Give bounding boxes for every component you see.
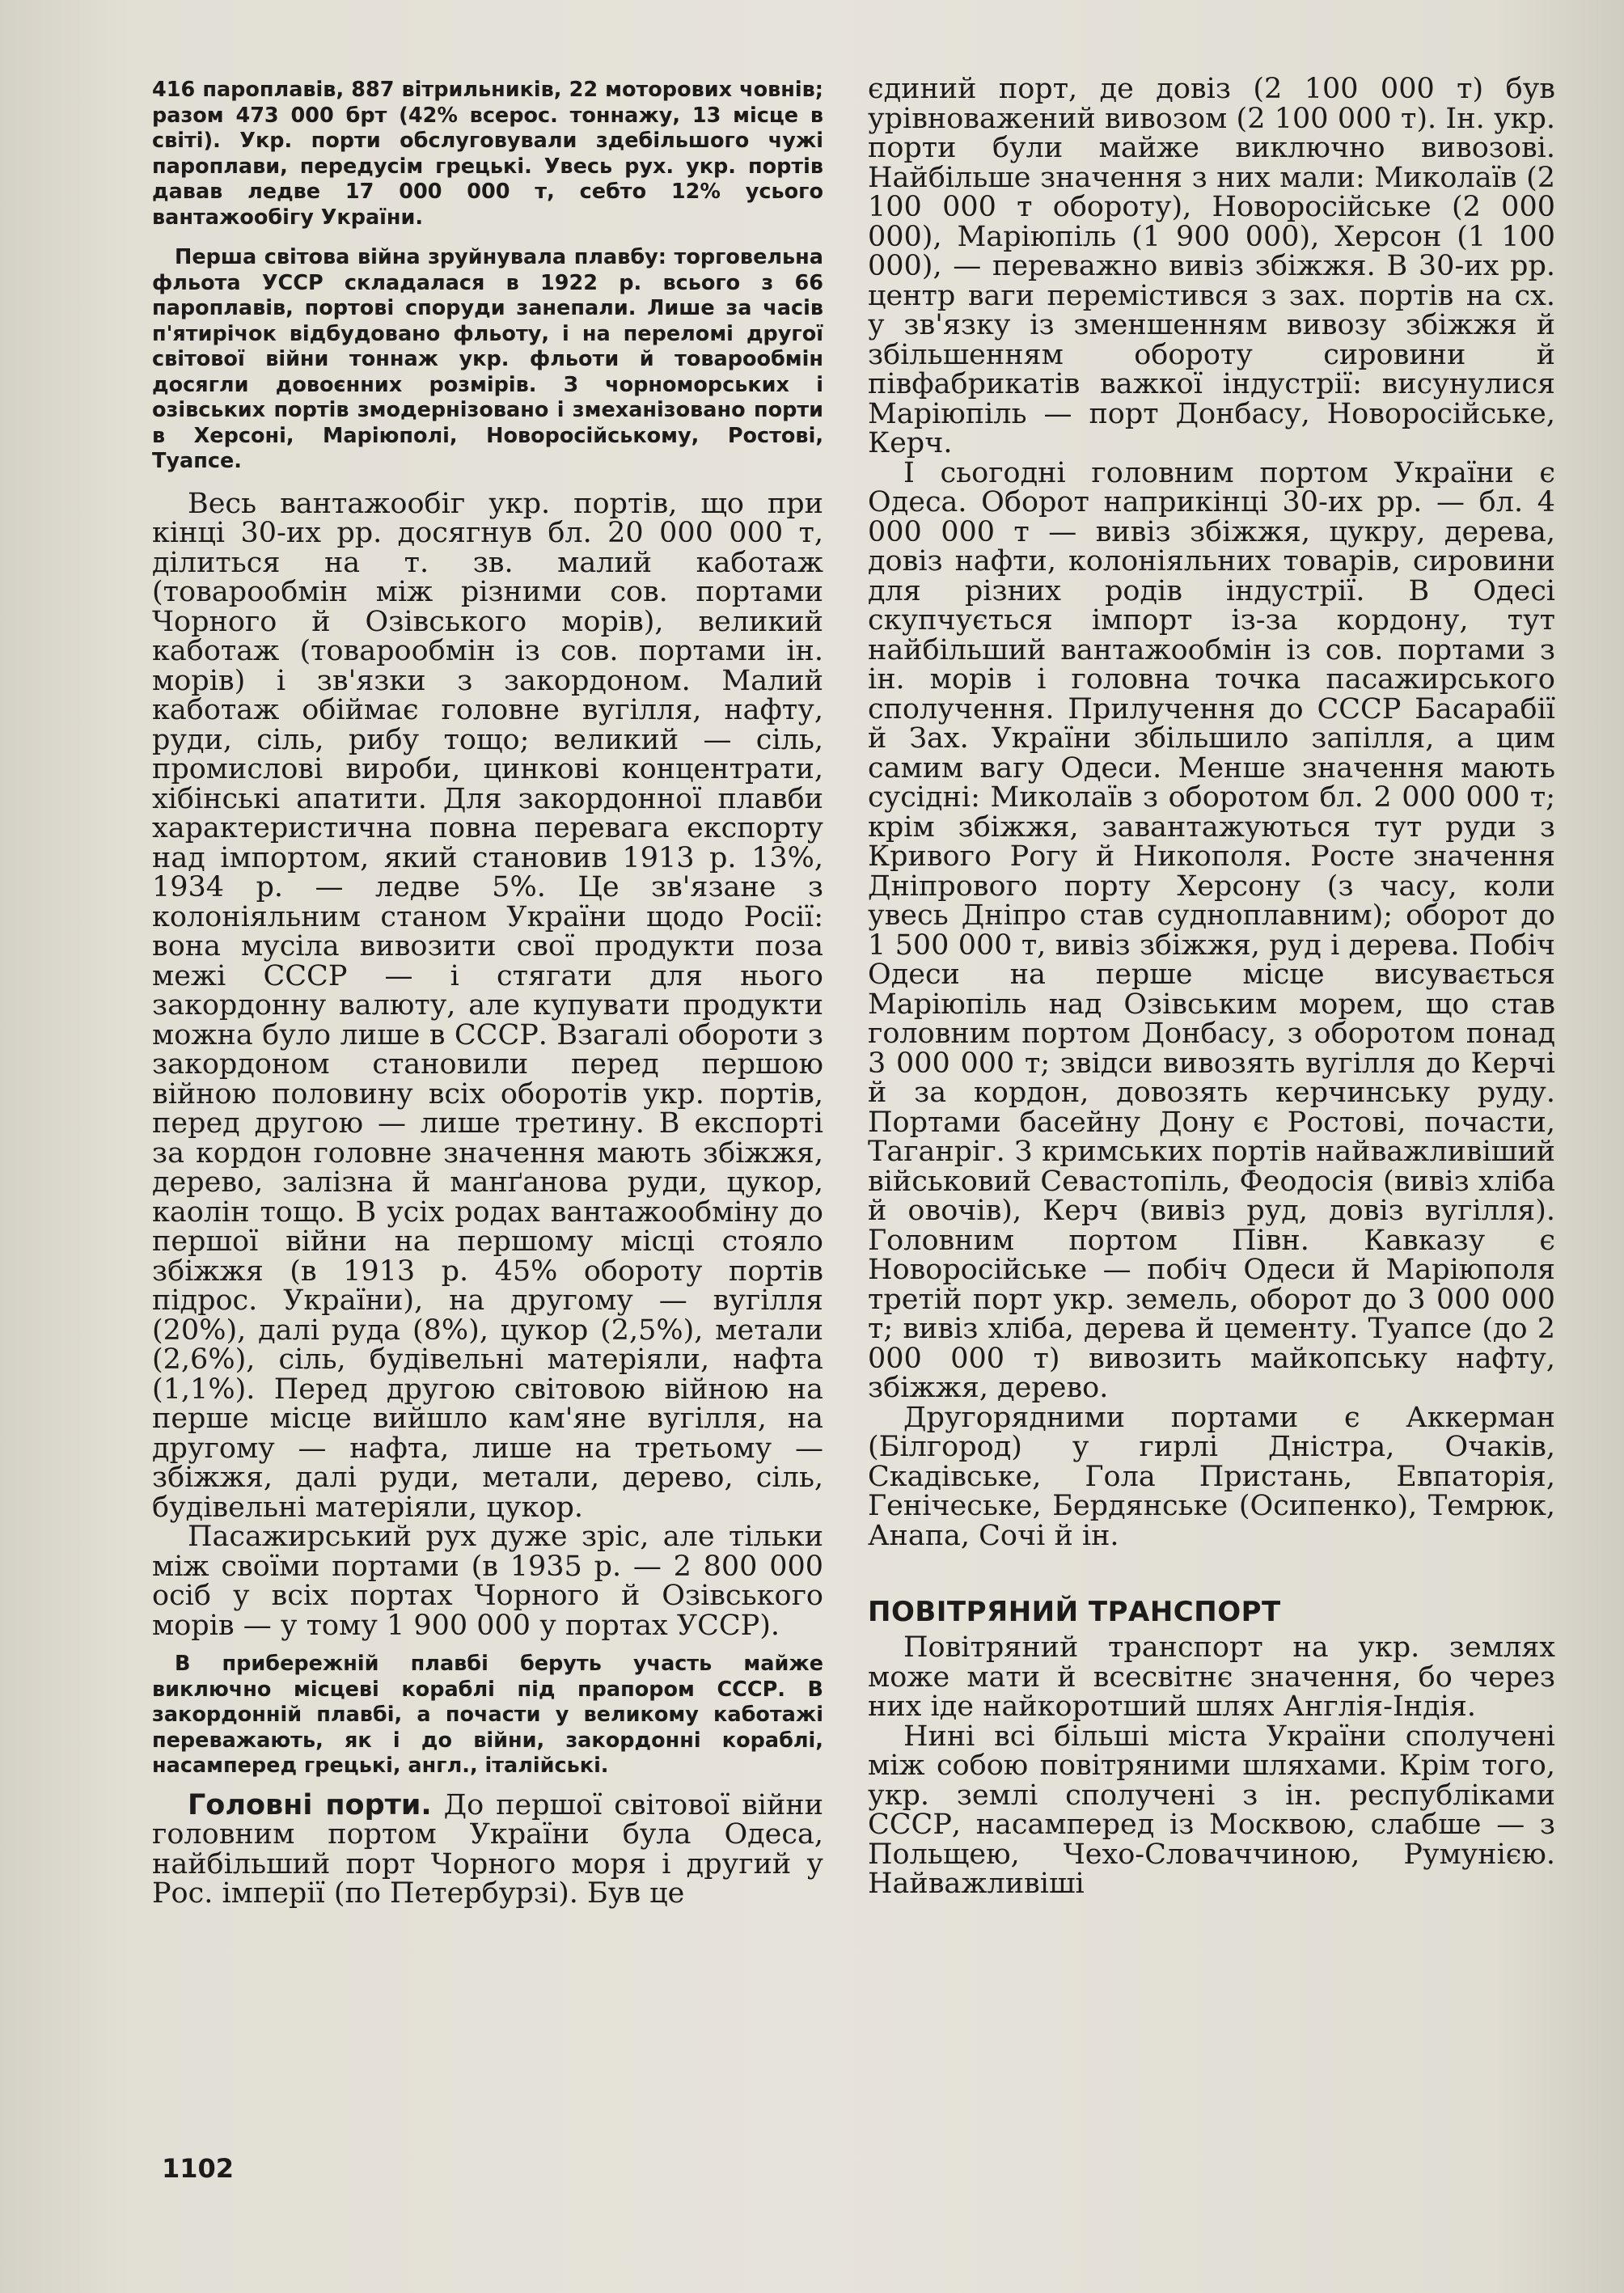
paragraph-odesa-balance: єдиний порт, де довіз (2 100 000 т) був урівноважений вивозом (2 100 000 т). Ін. укр. порти були майже виключно вивозові. Найбільше значення з них мали: Миколаїв (2 100 000 т обороту), Новоросійське (2 000 000), Маріюпіль (1 900 000), Херсон (1 100 000), — переважно вивіз збіжжя. В 30-их рр. центр ваги перемістився з зах. портів на сх. у зв'язку із зменшенням вивозу збіжжя й збільшенням обороту сировини й півфабрикатів важкої індустрії: висунулися Маріюпіль — порт Донбасу, Новоросійське, Керч.: [868, 73, 1555, 459]
paragraph-coastal-shipping: В прибережній плавбі беруть участь майже виключно місцеві кораблі під прапором СССР. В закордонній плавбі, а почасти у великому каботажі переважають, як і до війни, закордонні кораблі, насамперед грецькі, англ., італійські.: [152, 1652, 823, 1778]
paragraph-wwi-fleet: Перша світова війна зруйнувала плавбу: торговельна фльота УССР складалася в 1922 р. всього з 66 пароплавів, портові споруди занепали. Лише за часів п'ятирічок відбудовано фльоту, і на переломі другої світової війни тоннаж укр. фльоти й товарообмін досягли довоєнних розмірів. З чорноморських і озівських портів змодернізовано і змеханізовано порти в Херсоні, Маріюполі, Новоросійському, Ростові, Туапсе.: [152, 245, 823, 473]
main-ports-runin: Головні порти.: [188, 1788, 432, 1821]
paragraph-cargo-turnover: Весь вантажообіг укр. портів, що при кінці 30-их рр. досягнув бл. 20 000 000 т, ділиться на т. зв. малий каботаж (товарообмін між різними сов. портами Чорного й Озівського морів), великий каботаж (товарообмін із сов. портами ін. морів) і зв'язки з закордоном. Малий каботаж обіймає головне вугілля, нафту, руди, сіль, рибу тощо; великий — сіль, промислові вироби, цинкові концентрати, хібінські апатити. Для закордонної плавби характеристична повна перевага експорту над імпортом, який становив 1913 р. 13%, 1934 р. — ледве 5%. Це зв'язане з колоніяльним станом України щодо Росії: вона мусіла вивозити свої продукти поза межі СССР — і стягати для нього закордонну валюту, але купувати продукти можна було лише в СССР. Взагалі обороти з закордоном становили перед першою війною половину всіх оборотів укр. портів, перед другою — лише третину. В експорті за кордон головне значення мають збіжжя, дерево, залізна й манґанова руди, цукор, каолін тощо. В усіх родах вантажообміну до першої війни на першому місці стояло збіжжя (в 1913 р. 45% обороту портів підрос. України), на другому — вугілля (20%), далі руда (8%), цукор (2,5%), метали (2,6%), сіль, будівельні матеріяли, нафта (1,1%). Перед другою світовою війною на перше місце вийшло кам'яне вугілля, на другому — нафта, лише на третьому — збіжжя, далі руди, метали, дерево, сіль, будівельні матеріяли, цукор.: [152, 487, 823, 1524]
paragraph-secondary-ports: Другорядними портами є Аккерман (Білгород) у гирлі Дністра, Очаків, Скадівське, Гола Пристань, Евпаторія, Генічеське, Бердянське (Осипенко), Темрюк, Анапа, Сочі й ін.: [868, 1401, 1555, 1552]
paragraph-air-routes: Нині всі більші міста України сполучені між собою повітряними шляхами. Крім того, укр. землі сполучені з ін. республіками СССР, насамперед із Москвою, слабше — з Польщею, Чехо-Словаччиною, Румунією. Найважливіші: [868, 1720, 1555, 1900]
page-number: 1102: [162, 2153, 235, 2184]
paragraph-fleet-stats: 416 пароплавів, 887 вітрильників, 22 моторових човнів; разом 473 000 брт (42% всерос. тоннажу, 13 місце в світі). Укр. порти обслуговували здебільшого чужі пароплави, передусім грецькі. Увесь рух. укр. портів давав ледве 17 000 000 т, себто 12% усього вантажообігу України.: [152, 78, 823, 230]
left-column: [152, 78, 823, 1909]
paragraph-passenger-traffic: Пасажирський рух дуже зріс, але тільки між своїми портами (в 1935 р. — 2 800 000 осіб у всіх портах Чорного й Озівського морів — у тому 1 900 000 у портах УССР).: [152, 1521, 823, 1642]
right-column: [868, 74, 1555, 1899]
main-ports-text: До першої світової війни головним портом України була Одеса, найбільший порт Чорного моря і другий у Рос. імперії (по Петербурзі). Був це: [152, 1788, 823, 1910]
paragraph-main-port-today: І сьогодні головним портом України є Одеса. Оборот наприкінці 30-их рр. — бл. 4 000 000 т — вивіз збіжжя, цукру, дерева, довіз нафти, колоніяльних товарів, сировини для різних родів індустрії. В Одесі скупчується імпорт із-за кордону, тут найбільший вантажообмін із сов. портами з ін. морів і головна точка пасажирського сполучення. Прилучення до СССР Басарабії й Зах. України збільшило запілля, а цим самим вагу Одеси. Менше значення мають сусідні: Миколаїв з оборотом бл. 2 000 000 т; крім збіжжя, завантажуються тут руди з Кривого Рогу й Никополя. Росте значення Дніпрового порту Херсону (з часу, коли увесь Дніпро став судноплавним); оборот до 1 500 000 т, вивіз збіжжя, руд і дерева. Побіч Одеси на перше місце висувається Маріюпіль над Озівським морем, що став головним портом Донбасу, з оборотом понад 3 000 000 т; звідси вивозять вугілля до Керчі й за кордон, довозять керчинську руду. Портами басейну Дону є Ростові, почасти, Таганріг. З кримських портів найважливіший військовий Севастопіль, Феодосія (вивіз хліба й овочів), Керч (вивіз руд, довіз вугілля). Головним портом Півн. Кавказу є Новоросійське — побіч Одеси й Маріюполя третій порт укр. земель, оборот до 3 000 000 т; вивіз хліба, дерева й цементу. Туапсе (до 2 000 000 т) вивозить майкопську нафту, збіжжя, дерево.: [868, 456, 1555, 1404]
paragraph-air-transport: Повітряний транспорт на укр. землях може мати й всесвітнє значення, бо через них іде найкоротший шлях Англія-Індія.: [868, 1631, 1555, 1723]
section-heading-air-transport: ПОВІТРЯНИЙ ТРАНСПОРТ: [868, 1596, 1281, 1628]
paragraph-main-ports: [152, 1788, 823, 1910]
